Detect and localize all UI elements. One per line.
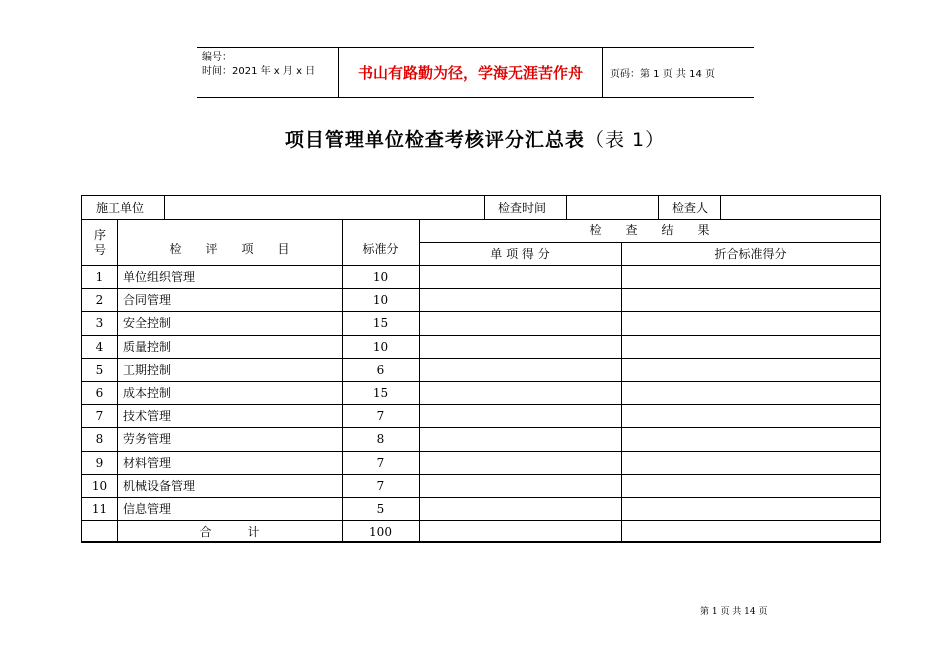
row-item: 单位组织管理 — [123, 270, 196, 284]
row-number: 2 — [95, 293, 104, 308]
divider — [658, 196, 659, 219]
row-number: 9 — [95, 455, 104, 470]
row-item: 工期控制 — [123, 362, 172, 377]
row-number: 5 — [95, 362, 104, 377]
time-label: 时间：2021 年 x 月 x 日 — [202, 66, 316, 77]
row-item: 成本控制 — [123, 386, 172, 400]
row-number: 8 — [95, 432, 104, 447]
converted-score-header: 折合标准得分 — [714, 247, 787, 261]
row-item: 信息管理 — [123, 502, 172, 516]
row-number: 11 — [91, 502, 108, 516]
title-text: 项目管理单位检查考核评分汇总表 — [284, 129, 585, 151]
item-header: 检 评 项 目 — [169, 242, 290, 256]
row-score: 7 — [376, 455, 385, 470]
total-label: 合 计 — [199, 525, 260, 540]
title-suffix: （表 1） — [584, 129, 666, 151]
row-divider — [82, 358, 880, 359]
divider — [164, 196, 165, 219]
row-divider — [82, 497, 880, 498]
single-score-header: 单 项 得 分 — [490, 247, 550, 261]
row-divider — [82, 451, 880, 452]
score-table — [81, 195, 881, 543]
check-time-label: 检查时间 — [498, 201, 547, 215]
inspector-label: 检查人 — [672, 201, 709, 215]
total-score: 100 — [369, 525, 392, 540]
row-score: 10 — [372, 270, 389, 284]
row-item: 安全控制 — [123, 316, 172, 331]
row-divider — [82, 474, 880, 475]
row-item: 合同管理 — [123, 293, 172, 308]
row-score: 15 — [372, 386, 389, 400]
row-score: 6 — [376, 362, 385, 377]
page-footer: 第 1 页 共 14 页 — [700, 607, 768, 617]
document-header — [197, 47, 754, 98]
row-item: 质量控制 — [123, 339, 172, 354]
construction-unit-label: 施工单位 — [96, 201, 145, 215]
seq-header: 序号 — [93, 228, 106, 257]
row-number: 1 — [95, 270, 104, 284]
page-title — [0, 125, 950, 152]
result-header: 检 查 结 果 — [589, 223, 710, 237]
row-divider — [82, 520, 880, 521]
divider — [419, 242, 880, 243]
motto: 书山有路勤为径，学海无涯苦作舟 — [338, 48, 603, 97]
row-divider — [82, 265, 880, 266]
row-score: 15 — [372, 316, 389, 331]
row-divider — [82, 335, 880, 336]
divider — [484, 196, 485, 219]
row-divider — [82, 311, 880, 312]
row-divider — [82, 288, 880, 289]
row-divider — [82, 381, 880, 382]
row-number: 4 — [95, 339, 104, 354]
page-code: 页码：第 1 页 共 14 页 — [610, 69, 715, 80]
divider — [720, 196, 721, 219]
row-score: 7 — [376, 409, 385, 424]
row-number: 6 — [95, 386, 104, 400]
header-meta — [197, 48, 338, 97]
row-item: 机械设备管理 — [123, 478, 196, 493]
row-item: 技术管理 — [123, 409, 172, 424]
standard-header: 标准分 — [362, 242, 399, 256]
row-number: 10 — [91, 478, 108, 493]
row-score: 5 — [376, 502, 385, 516]
row-score: 10 — [372, 339, 389, 354]
row-divider — [82, 404, 880, 405]
row-divider — [82, 427, 880, 428]
row-score: 7 — [376, 478, 385, 493]
row-score: 10 — [372, 293, 389, 308]
number-label: 编号： — [202, 52, 232, 63]
divider — [566, 196, 567, 219]
row-score: 8 — [376, 432, 385, 447]
row-number: 3 — [95, 316, 104, 331]
row-item: 劳务管理 — [123, 432, 172, 447]
row-number: 7 — [95, 409, 104, 424]
divider — [82, 219, 880, 220]
row-item: 材料管理 — [123, 455, 172, 470]
